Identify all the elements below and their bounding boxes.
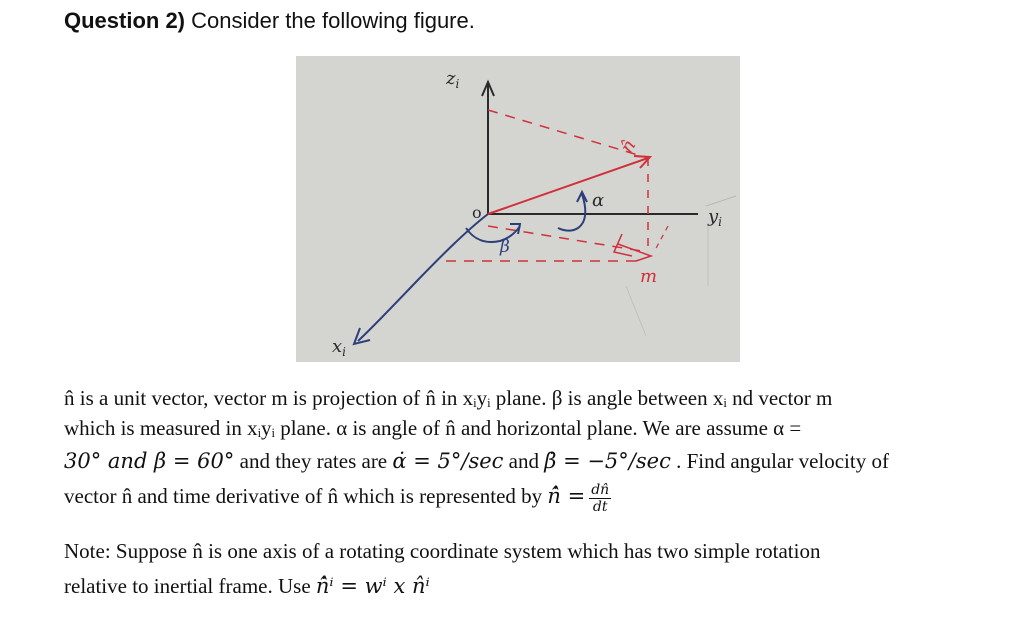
and-text: and xyxy=(503,449,545,473)
pencil-mark xyxy=(626,286,646,336)
origin-label: o xyxy=(472,203,482,222)
alpha-rate: α̇ = 5°/sec xyxy=(392,449,504,473)
note-line-1: Note: Suppose n̂ is one axis of a rotating coordinate system which has two simple rotation xyxy=(64,539,821,563)
fraction-denominator: dt xyxy=(592,498,608,515)
pencil-mark xyxy=(706,196,736,206)
z-axis-label: $z_i$ xyxy=(446,68,460,91)
n-hat-label: n̂ xyxy=(616,136,641,157)
fraction-numerator: dn̂ xyxy=(591,481,610,498)
note-text: relative to inertial frame. Use xyxy=(64,574,316,598)
alpha-arc xyxy=(558,194,585,231)
right-angle-mark xyxy=(614,234,632,256)
figure-photo xyxy=(296,56,740,362)
projection-dash-diag xyxy=(654,226,668,252)
x-axis-line xyxy=(358,214,488,341)
beta-label: β xyxy=(500,237,510,257)
rates-text: and they rates are xyxy=(234,449,393,473)
paragraph-line-2: which is measured in xᵢyᵢ plane. α is angle of n̂ and horizontal plane. We are assume α = xyxy=(64,416,802,440)
derivative-text: vector n̂ and time derivative of n̂ which is represented by xyxy=(64,484,548,508)
question-title xyxy=(64,8,475,34)
question-number: Question 2) xyxy=(64,8,186,33)
derivative-fraction xyxy=(589,482,611,515)
note-formula: n̂̇ⁱ = wⁱ x n̂ⁱ xyxy=(315,574,430,598)
paragraph-line-3 xyxy=(64,445,889,477)
question-prompt: Consider the following figure. xyxy=(191,8,475,33)
x-axis-label: $x_i$ xyxy=(332,336,346,359)
note-line-2 xyxy=(64,570,430,602)
n-dot-equals: n̂̇ = xyxy=(547,484,586,508)
m-label: m xyxy=(640,266,658,287)
alpha-label: α xyxy=(592,190,605,211)
alpha-beta-values: 30° and β = 60° xyxy=(64,449,235,473)
find-text: . Find angular velocity of xyxy=(670,449,889,473)
figure-diagram xyxy=(296,56,740,362)
beta-arc xyxy=(466,226,520,242)
paragraph-line-1: n̂ is a unit vector, vector m is projection of n̂ in xᵢyᵢ plane. β is angle between xᵢ nd vector m xyxy=(64,386,833,410)
n-hat-vector xyxy=(488,158,648,214)
y-axis-label: $y_i$ xyxy=(708,206,723,229)
beta-rate: β̇ = −5°/sec xyxy=(544,449,671,473)
paragraph-line-4 xyxy=(64,480,611,515)
m-arrowhead xyxy=(618,244,651,261)
